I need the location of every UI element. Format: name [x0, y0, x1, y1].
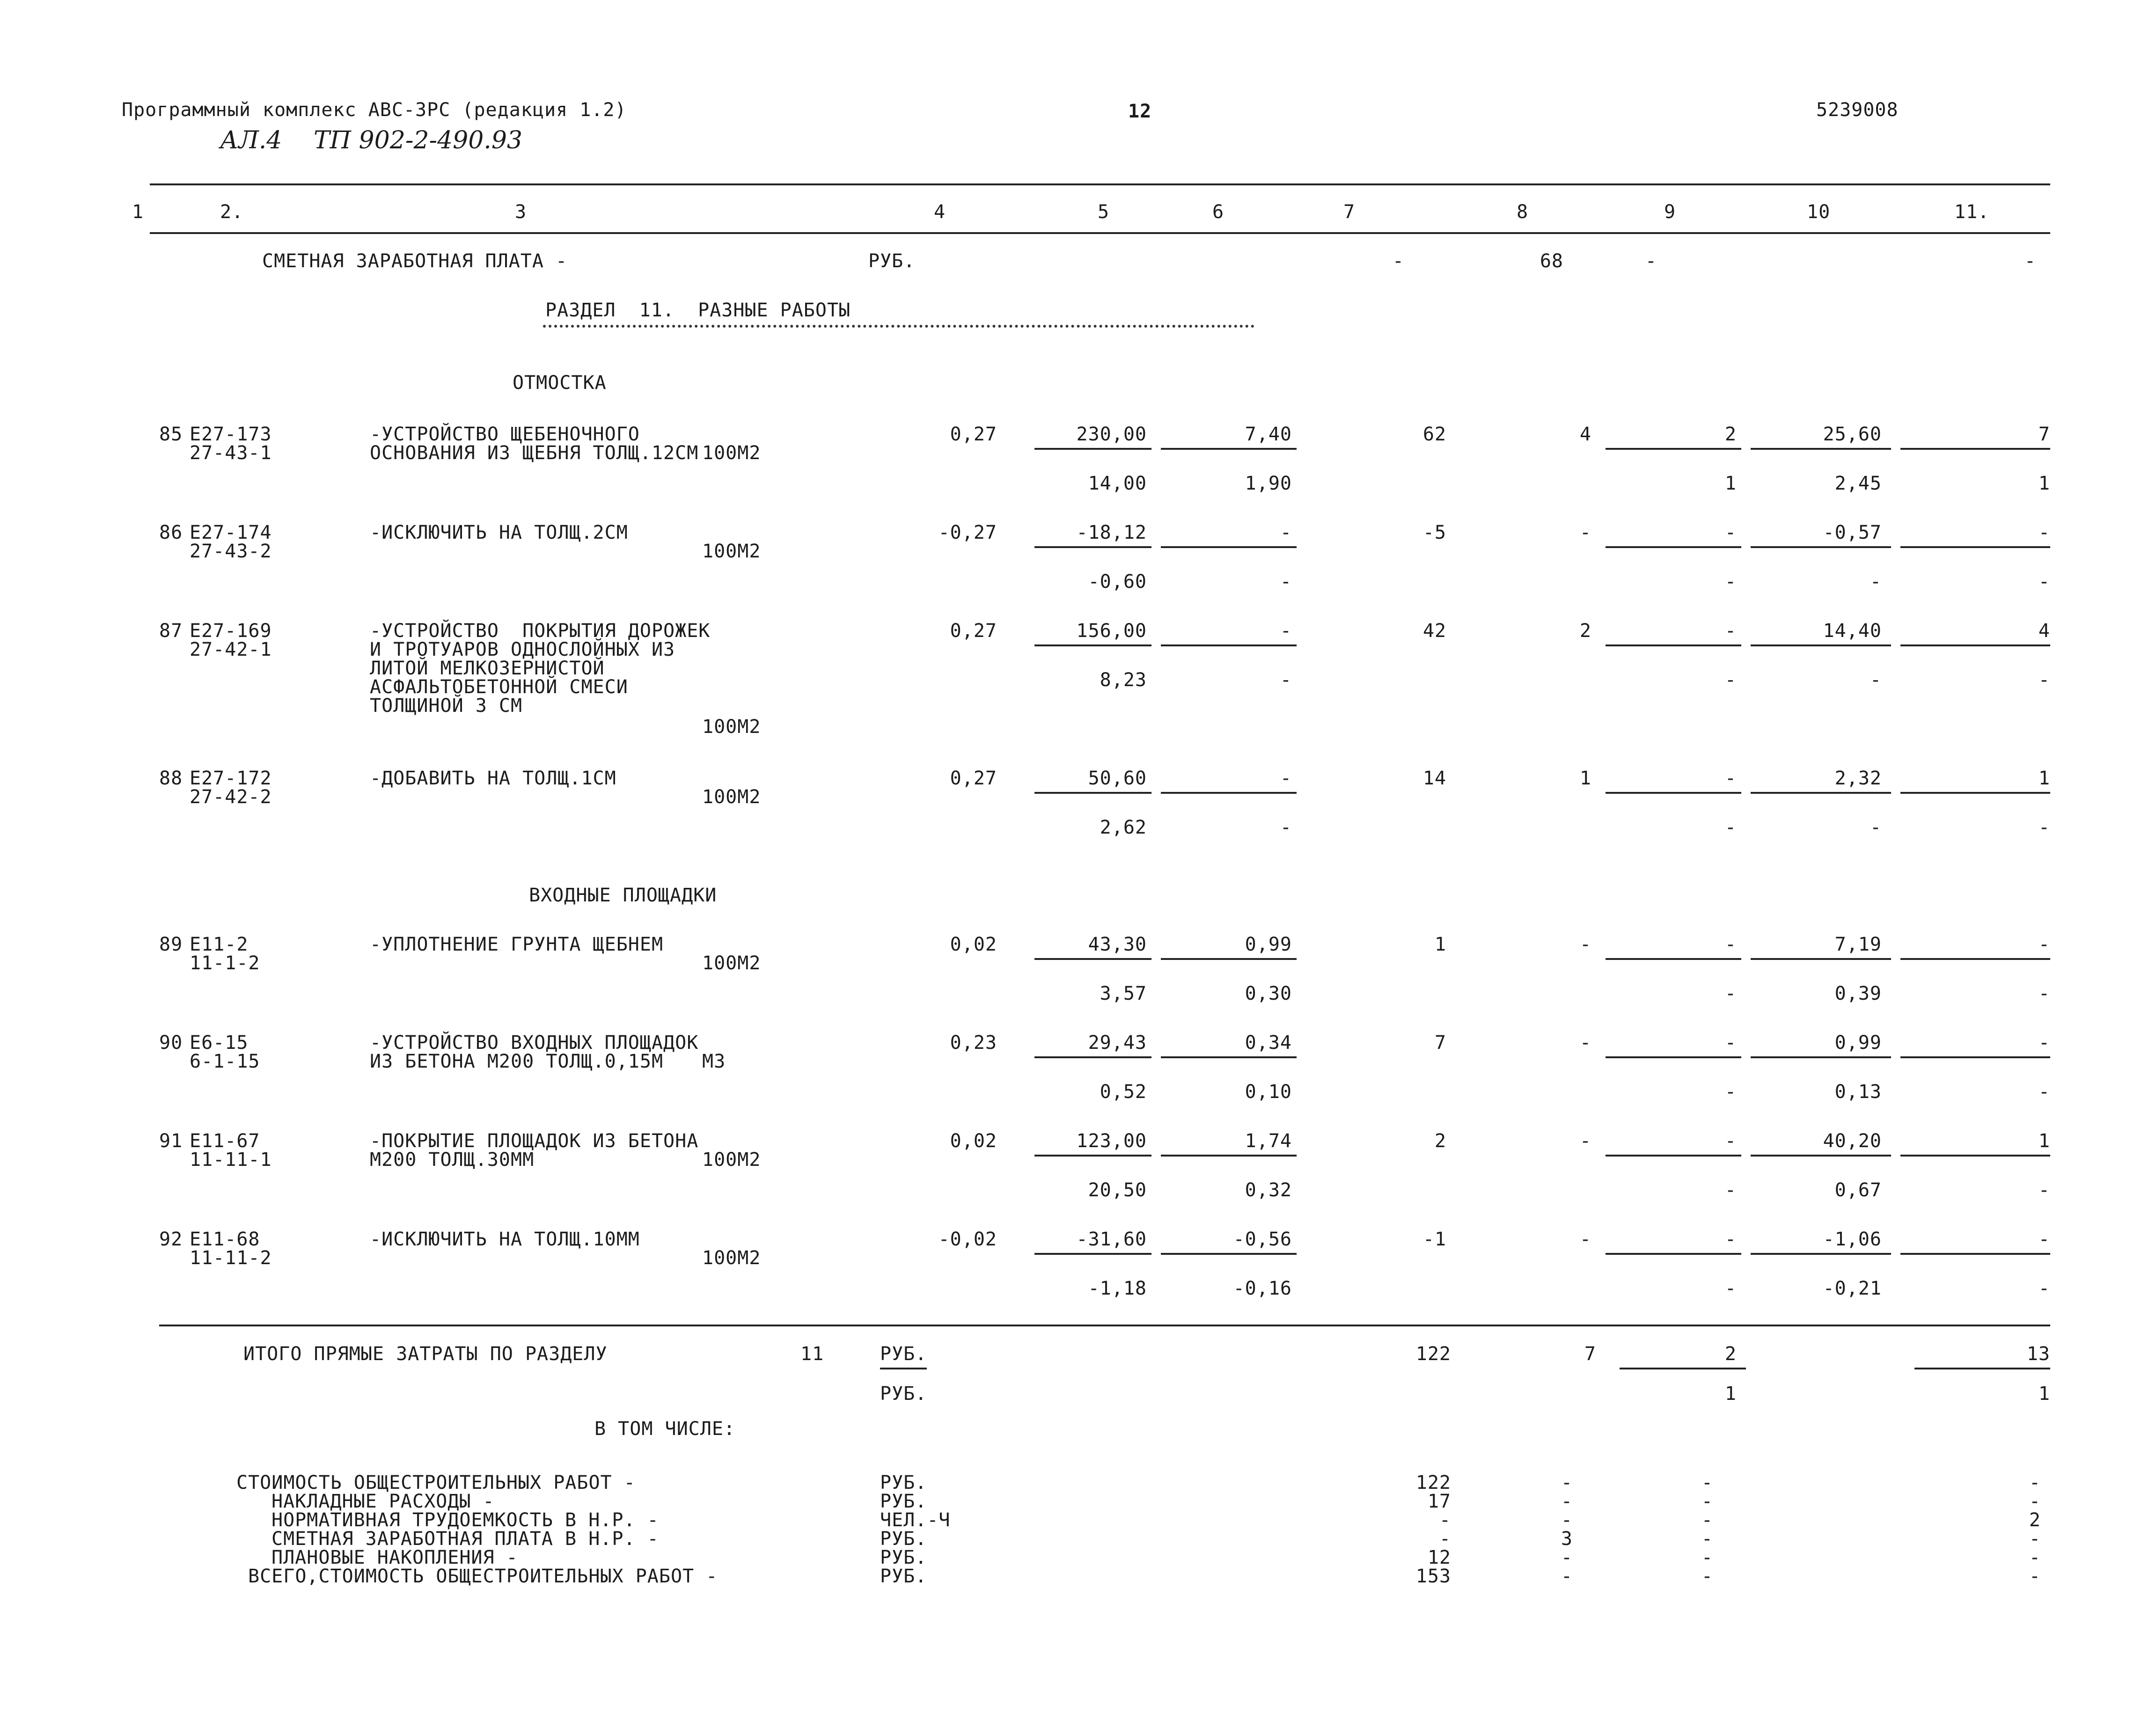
row-price-wages: 2,62 [1100, 817, 1147, 838]
summary-c11: - [2029, 1547, 2041, 1568]
row-c8: 2 [1579, 620, 1591, 642]
row-code-secondary: 11-11-2 [190, 1247, 272, 1269]
row-unit: М3 [702, 1051, 726, 1072]
row-c10b: - [1870, 669, 1882, 691]
row-c9a: - [1724, 1130, 1737, 1152]
row-c7: 7 [1434, 1032, 1446, 1054]
summary-label: НАКЛАДНЫЕ РАСХОДЫ - [271, 1491, 495, 1512]
row-c9-rule [1606, 792, 1741, 794]
row-price-wages: -0,60 [1088, 571, 1147, 593]
row-c9a: - [1724, 1032, 1737, 1054]
row-c8: - [1579, 934, 1591, 955]
row-machine: 0,99 [1245, 934, 1292, 955]
document-code: 5239008 [1816, 99, 1899, 121]
row-c9-rule [1606, 448, 1741, 450]
row-c9-rule [1606, 1155, 1741, 1157]
row-code-secondary: 6-1-15 [190, 1051, 260, 1072]
row-c10-rule [1751, 792, 1891, 794]
summary-label: СТОИМОСТЬ ОБЩЕСТРОИТЕЛЬНЫХ РАБОТ - [236, 1472, 636, 1493]
totals-c9b: 1 [1724, 1383, 1737, 1405]
row-code: Е27-169 [190, 620, 272, 642]
totals-c11b: 1 [2038, 1383, 2050, 1405]
totals-c11a: 13 [2026, 1343, 2050, 1365]
row-machine: 7,40 [1245, 424, 1292, 445]
row-c10-rule [1751, 1253, 1891, 1255]
row-c11a: 1 [2038, 1130, 2050, 1152]
row-description-line: -УСТРОЙСТВО ЩЕБЕНОЧНОГО [370, 424, 640, 445]
col-number: 7 [1343, 201, 1356, 223]
top-row-unit: РУБ. [868, 250, 916, 272]
summary-c11: - [2029, 1528, 2041, 1550]
row-c11-rule [1900, 1056, 2050, 1058]
row-code: Е11-68 [190, 1229, 260, 1250]
summary-unit: РУБ. [880, 1472, 927, 1493]
row-c11a: - [2038, 1032, 2050, 1054]
row-price-rule [1034, 792, 1151, 794]
row-c11-rule [1900, 546, 2050, 548]
row-c9b: - [1724, 571, 1737, 593]
summary-unit: ЧЕЛ.-Ч [880, 1509, 951, 1531]
row-description-line: ТОЛЩИНОЙ 3 СМ [370, 695, 523, 717]
row-quantity: 0,02 [950, 934, 997, 955]
row-c10a: 0,99 [1834, 1032, 1882, 1054]
row-quantity: 0,02 [950, 1130, 997, 1152]
summary-label: СМЕТНАЯ ЗАРАБОТНАЯ ПЛАТА В Н.Р. - [271, 1528, 659, 1550]
summary-label: ВСЕГО,СТОИМОСТЬ ОБЩЕСТРОИТЕЛЬНЫХ РАБОТ - [248, 1566, 718, 1587]
summary-unit: РУБ. [880, 1566, 927, 1587]
col-number: 5 [1098, 201, 1110, 223]
header-rule-bottom [150, 232, 2050, 234]
row-c10-rule [1751, 958, 1891, 960]
row-code-secondary: 27-43-2 [190, 541, 272, 562]
summary-c8: - [1561, 1566, 1573, 1587]
row-c7: 2 [1434, 1130, 1446, 1152]
totals-c9a: 2 [1724, 1343, 1737, 1365]
row-c10-rule [1751, 546, 1891, 548]
totals-unit1: РУБ. [880, 1343, 927, 1365]
row-c11-rule [1900, 448, 2050, 450]
row-c10b: 0,13 [1834, 1081, 1882, 1103]
totals-c8: 7 [1584, 1343, 1596, 1365]
row-quantity: -0,27 [938, 522, 997, 543]
row-unit: 100М2 [702, 442, 761, 464]
row-quantity: -0,02 [938, 1229, 997, 1250]
row-c9-rule [1606, 1253, 1741, 1255]
row-c10b: -0,21 [1823, 1278, 1882, 1299]
totals-label: ИТОГО ПРЯМЫЕ ЗАТРАТЫ ПО РАЗДЕЛУ [243, 1343, 608, 1365]
row-description-line: -УПЛОТНЕНИЕ ГРУНТА ЩЕБНЕМ [370, 934, 664, 955]
row-machine-wages: 0,30 [1245, 983, 1292, 1004]
summary-unit: РУБ. [880, 1547, 927, 1568]
row-machine-wages: - [1280, 817, 1292, 838]
totals-section-no: 11 [800, 1343, 824, 1365]
row-price-total: 50,60 [1088, 768, 1147, 789]
row-c9a: - [1724, 934, 1737, 955]
summary-c9: - [1701, 1547, 1713, 1568]
row-quantity: 0,27 [950, 424, 997, 445]
row-price-rule [1034, 1155, 1151, 1157]
row-machine-rule [1161, 448, 1297, 450]
row-price-total: 43,30 [1088, 934, 1147, 955]
top-row-c8: 68 [1540, 250, 1563, 272]
row-number: 90 [159, 1032, 183, 1054]
row-c11b: - [2038, 1081, 2050, 1103]
row-c9b: - [1724, 983, 1737, 1004]
row-machine-wages: -0,16 [1233, 1278, 1292, 1299]
row-price-rule [1034, 1253, 1151, 1255]
row-code-secondary: 27-43-1 [190, 442, 272, 464]
row-c10-rule [1751, 1155, 1891, 1157]
row-c11-rule [1900, 1155, 2050, 1157]
row-machine-rule [1161, 546, 1297, 548]
row-unit: 100М2 [702, 716, 761, 738]
summary-c7: 153 [1415, 1566, 1451, 1587]
row-c9b: - [1724, 1278, 1737, 1299]
row-price-rule [1034, 546, 1151, 548]
row-code: Е27-173 [190, 424, 272, 445]
row-c9-rule [1606, 1056, 1741, 1058]
row-code: Е27-172 [190, 768, 272, 789]
summary-c8: - [1561, 1472, 1573, 1493]
row-c10b: - [1870, 571, 1882, 593]
row-c10a: 7,19 [1834, 934, 1882, 955]
row-code-secondary: 11-1-2 [190, 952, 260, 974]
row-price-wages: 8,23 [1100, 669, 1147, 691]
row-c10a: 25,60 [1823, 424, 1882, 445]
row-c11a: 4 [2038, 620, 2050, 642]
album-handwritten: АЛ.4 [220, 126, 282, 154]
row-c7: 1 [1434, 934, 1446, 955]
row-c11b: - [2038, 571, 2050, 593]
row-description-line: И ТРОТУАРОВ ОДНОСЛОЙНЫХ ИЗ [370, 639, 675, 660]
row-c9a: - [1724, 1229, 1737, 1250]
summary-c9: - [1701, 1566, 1713, 1587]
row-description-line: -УСТРОЙСТВО ВХОДНЫХ ПЛОЩАДОК [370, 1032, 699, 1054]
row-machine: 1,74 [1245, 1130, 1292, 1152]
row-price-wages: 3,57 [1100, 983, 1147, 1004]
row-code: Е11-2 [190, 934, 249, 955]
row-unit: 100М2 [702, 541, 761, 562]
summary-c9: - [1701, 1528, 1713, 1550]
row-c10-rule [1751, 644, 1891, 646]
row-c7: -1 [1423, 1229, 1446, 1250]
top-row-c7: - [1392, 250, 1404, 272]
row-c10-rule [1751, 1056, 1891, 1058]
totals-unit2: РУБ. [880, 1383, 927, 1405]
row-c10b: 0,67 [1834, 1179, 1882, 1201]
summary-c9: - [1701, 1472, 1713, 1493]
project-handwritten: ТП 902-2-490.93 [314, 126, 522, 154]
row-unit: 100М2 [702, 952, 761, 974]
summary-c7: 12 [1427, 1547, 1451, 1568]
row-number: 92 [159, 1229, 183, 1250]
summary-c7: 17 [1427, 1491, 1451, 1512]
col-number: 6 [1212, 201, 1225, 223]
row-c11b: 1 [2038, 473, 2050, 494]
totals-c9-rule [1620, 1368, 1746, 1369]
row-c11a: - [2038, 1229, 2050, 1250]
row-c10-rule [1751, 448, 1891, 450]
totals-c11-rule [1914, 1368, 2050, 1369]
row-description-line: ОСНОВАНИЯ ИЗ ЩЕБНЯ ТОЛЩ.12СМ [370, 442, 699, 464]
row-c10a: 2,32 [1834, 768, 1882, 789]
summary-label: НОРМАТИВНАЯ ТРУДОЕМКОСТЬ В Н.Р. - [271, 1509, 659, 1531]
row-machine: - [1280, 768, 1292, 789]
row-price-rule [1034, 1056, 1151, 1058]
row-c9b: - [1724, 669, 1737, 691]
row-machine: -0,56 [1233, 1229, 1292, 1250]
row-c11-rule [1900, 644, 2050, 646]
summary-label: ПЛАНОВЫЕ НАКОПЛЕНИЯ - [271, 1547, 518, 1568]
row-description-line: -ИСКЛЮЧИТЬ НА ТОЛЩ.2СМ [370, 522, 628, 543]
row-price-total: -18,12 [1076, 522, 1147, 543]
row-description-line: -УСТРОЙСТВО ПОКРЫТИЯ ДОРОЖЕК [370, 620, 711, 642]
row-machine-wages: - [1280, 669, 1292, 691]
row-code-secondary: 27-42-2 [190, 786, 272, 808]
row-c9b: - [1724, 817, 1737, 838]
row-price-wages: -1,18 [1088, 1278, 1147, 1299]
summary-c8: - [1561, 1547, 1573, 1568]
col-number: 11. [1954, 201, 1990, 223]
row-c9b: 1 [1724, 473, 1737, 494]
summary-c8: 3 [1561, 1528, 1573, 1550]
row-c10a: 14,40 [1823, 620, 1882, 642]
row-price-rule [1034, 448, 1151, 450]
row-c8: - [1579, 1229, 1591, 1250]
top-row-label: СМЕТНАЯ ЗАРАБОТНАЯ ПЛАТА - [262, 250, 568, 272]
row-c11b: - [2038, 669, 2050, 691]
row-machine: - [1280, 522, 1292, 543]
row-machine-wages: - [1280, 571, 1292, 593]
row-number: 87 [159, 620, 183, 642]
row-description-line: -ДОБАВИТЬ НА ТОЛЩ.1СМ [370, 768, 616, 789]
row-code: Е11-67 [190, 1130, 260, 1152]
row-price-total: 123,00 [1076, 1130, 1147, 1152]
row-number: 88 [159, 768, 183, 789]
row-machine-wages: 0,32 [1245, 1179, 1292, 1201]
row-price-total: 230,00 [1076, 424, 1147, 445]
row-machine-wages: 0,10 [1245, 1081, 1292, 1103]
summary-c7: 122 [1415, 1472, 1451, 1493]
row-unit: 100М2 [702, 1149, 761, 1171]
col-number: 10 [1807, 201, 1831, 223]
row-number: 85 [159, 424, 183, 445]
totals-unit-rule [880, 1368, 927, 1369]
row-description-line: М200 ТОЛЩ.30ММ [370, 1149, 535, 1171]
row-description-line: -ИСКЛЮЧИТЬ НА ТОЛЩ.10ММ [370, 1229, 640, 1250]
row-c8: 1 [1579, 768, 1591, 789]
row-c11b: - [2038, 983, 2050, 1004]
row-c7: 42 [1423, 620, 1446, 642]
summary-unit: РУБ. [880, 1491, 927, 1512]
row-number: 86 [159, 522, 183, 543]
row-c9-rule [1606, 546, 1741, 548]
row-price-rule [1034, 644, 1151, 646]
row-c9-rule [1606, 644, 1741, 646]
row-c10b: - [1870, 817, 1882, 838]
row-machine-wages: 1,90 [1245, 473, 1292, 494]
row-code-secondary: 11-11-1 [190, 1149, 272, 1171]
row-c9a: 2 [1724, 424, 1737, 445]
row-machine: - [1280, 620, 1292, 642]
row-c11b: - [2038, 817, 2050, 838]
summary-c9: - [1701, 1491, 1713, 1512]
row-code-secondary: 27-42-1 [190, 639, 272, 660]
row-c9-rule [1606, 958, 1741, 960]
row-c9a: - [1724, 522, 1737, 543]
row-c10a: -0,57 [1823, 522, 1882, 543]
row-price-wages: 14,00 [1088, 473, 1147, 494]
row-number: 91 [159, 1130, 183, 1152]
top-row-c9: - [1645, 250, 1657, 272]
col-number: 2. [220, 201, 244, 223]
summary-c8: - [1561, 1509, 1573, 1531]
row-c8: - [1579, 522, 1591, 543]
row-price-wages: 20,50 [1088, 1179, 1147, 1201]
row-c9a: - [1724, 620, 1737, 642]
row-c7: -5 [1423, 522, 1446, 543]
row-c8: - [1579, 1130, 1591, 1152]
col-number: 3 [515, 201, 527, 223]
row-description-line: -ПОКРЫТИЕ ПЛОЩАДОК ИЗ БЕТОНА [370, 1130, 699, 1152]
row-c9b: - [1724, 1081, 1737, 1103]
summary-c9: - [1701, 1509, 1713, 1531]
row-code: Е6-15 [190, 1032, 249, 1054]
row-c11-rule [1900, 958, 2050, 960]
section-title: РАЗДЕЛ 11. РАЗНЫЕ РАБОТЫ [545, 300, 851, 321]
row-machine-rule [1161, 1056, 1297, 1058]
row-quantity: 0,27 [950, 620, 997, 642]
row-c11b: - [2038, 1179, 2050, 1201]
row-machine-rule [1161, 1155, 1297, 1157]
row-c10a: -1,06 [1823, 1229, 1882, 1250]
totals-including: В ТОМ ЧИСЛЕ: [594, 1418, 735, 1440]
row-quantity: 0,27 [950, 768, 997, 789]
col-number: 8 [1517, 201, 1529, 223]
summary-c11: - [2029, 1491, 2041, 1512]
row-price-total: 29,43 [1088, 1032, 1147, 1054]
row-price-rule [1034, 958, 1151, 960]
row-c10b: 2,45 [1834, 473, 1882, 494]
row-number: 89 [159, 934, 183, 955]
row-unit: 100М2 [702, 1247, 761, 1269]
header-rule-top [150, 183, 2050, 185]
row-c10b: 0,39 [1834, 983, 1882, 1004]
row-c10a: 40,20 [1823, 1130, 1882, 1152]
row-c9a: - [1724, 768, 1737, 789]
subsection-entrances: ВХОДНЫЕ ПЛОЩАДКИ [529, 885, 717, 906]
row-c11b: - [2038, 1278, 2050, 1299]
row-c8: 4 [1579, 424, 1591, 445]
row-machine: 0,34 [1245, 1032, 1292, 1054]
row-description-line: ИЗ БЕТОНА М200 ТОЛЩ.0,15М [370, 1051, 664, 1072]
summary-c7: - [1439, 1528, 1451, 1550]
summary-c11: 2 [2029, 1509, 2041, 1531]
top-row-c11: - [2024, 250, 2036, 272]
summary-unit: РУБ. [880, 1528, 927, 1550]
summary-c11: - [2029, 1566, 2041, 1587]
totals-c7: 122 [1415, 1343, 1451, 1365]
row-c7: 14 [1423, 768, 1446, 789]
summary-c11: - [2029, 1472, 2041, 1493]
summary-c8: - [1561, 1491, 1573, 1512]
subsection-otmostka: ОТМОСТКА [513, 372, 607, 394]
row-c11-rule [1900, 792, 2050, 794]
row-price-wages: 0,52 [1100, 1081, 1147, 1103]
row-machine-rule [1161, 1253, 1297, 1255]
row-quantity: 0,23 [950, 1032, 997, 1054]
row-c9b: - [1724, 1179, 1737, 1201]
row-description-line: ЛИТОЙ МЕЛКОЗЕРНИСТОЙ [370, 658, 605, 679]
col-number: 9 [1664, 201, 1676, 223]
col-number: 1 [132, 201, 144, 223]
totals-rule [159, 1325, 2050, 1326]
program-title: Программный комплекс АВС-3РС (редакция 1.2) [122, 99, 627, 121]
row-machine-rule [1161, 792, 1297, 794]
row-unit: 100М2 [702, 786, 761, 808]
row-c11a: - [2038, 522, 2050, 543]
page-number: 12 [1128, 101, 1152, 122]
row-c7: 62 [1423, 424, 1446, 445]
row-machine-rule [1161, 958, 1297, 960]
row-price-total: 156,00 [1076, 620, 1147, 642]
col-number: 4 [934, 201, 946, 223]
row-c11a: 7 [2038, 424, 2050, 445]
row-code: Е27-174 [190, 522, 272, 543]
row-c8: - [1579, 1032, 1591, 1054]
row-c11a: 1 [2038, 768, 2050, 789]
summary-c7: - [1439, 1509, 1451, 1531]
row-c11-rule [1900, 1253, 2050, 1255]
section-underline [543, 325, 1254, 328]
row-machine-rule [1161, 644, 1297, 646]
row-c11a: - [2038, 934, 2050, 955]
row-price-total: -31,60 [1076, 1229, 1147, 1250]
row-description-line: АСФАЛЬТОБЕТОННОЙ СМЕСИ [370, 676, 628, 698]
